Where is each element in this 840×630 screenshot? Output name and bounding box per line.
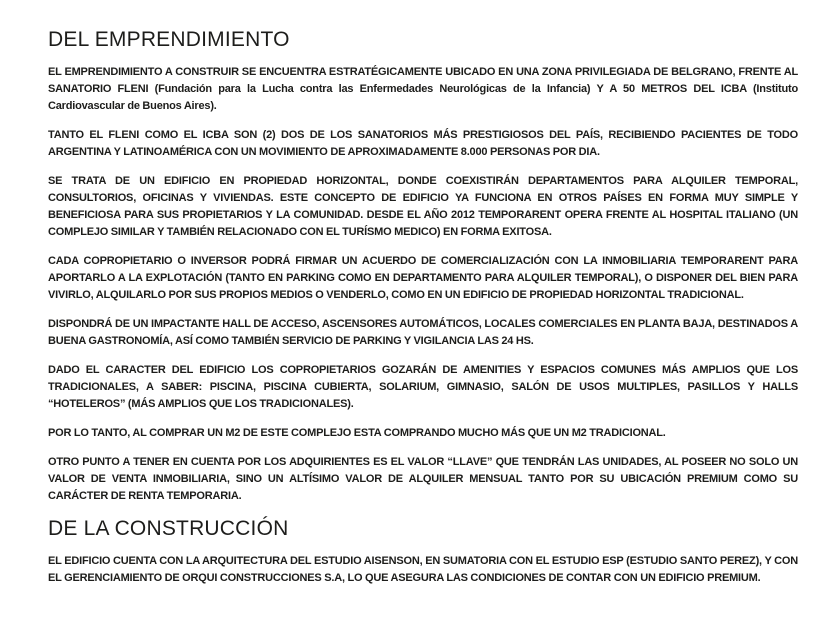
paragraph-sanatorios-prestigiosos: TANTO EL FLENI COMO EL ICBA SON (2) DOS DE LOS SANATORIOS MÁS PRESTIGIOSOS DEL PAÍS, RECIBIENDO PACIENTES DE TODO ARGENTINA Y LATINOAMÉRICA CON UN MOVIMIENTO DE APROXIMADAMENTE 8.000 PERSONAS POR DIA.	[48, 129, 798, 159]
paragraph-ubicacion: EL EMPRENDIMIENTO A CONSTRUIR SE ENCUENTRA ESTRATÉGICAMENTE UBICADO EN UNA ZONA PRIVILEGIADA DE BELGRANO, FRENTE AL SANATORIO FLENI (Fundación para la Lucha contra las Enfermedades Neurológicas de la Infancia) Y A 50 METROS DEL ICBA (Instituto Cardiovascular de Buenos Aires).	[48, 66, 798, 113]
paragraph-acuerdo-comercializacion: CADA COPROPIETARIO O INVERSOR PODRÁ FIRMAR UN ACUERDO DE COMERCIALIZACIÓN CON LA INMOBILIARIA TEMPORARENT PARA APORTARLO A LA EXPLOTACIÓN (TANTO EN PARKING COMO EN DEPARTAMENTO PARA ALQUILER TEMPORAL), O DISPONER DEL BIEN PARA VIVIRLO, ALQUILARLO POR SUS PROPIOS MEDIOS O VENDERLO, COMO EN UN EDIFICIO DE PROPIEDAD HORIZONTAL TRADICIONAL.	[48, 255, 798, 302]
paragraph-amenities: DADO EL CARACTER DEL EDIFICIO LOS COPROPIETARIOS GOZARÁN DE AMENITIES Y ESPACIOS COMUNES MÁS AMPLIOS QUE LOS TRADICIONALES, A SABER: PISCINA, PISCINA CUBIERTA, SOLARIUM, GIMNASIO, SALÓN DE USOS MULTIPLES, PASILLOS Y HALLS “HOTELEROS” (MÁS AMPLIOS QUE LOS TRADICIONALES).	[48, 364, 798, 411]
paragraph-valor-m2: POR LO TANTO, AL COMPRAR UN M2 DE ESTE COMPLEJO ESTA COMPRANDO MUCHO MÁS QUE UN M2 TRADICIONAL.	[48, 427, 666, 440]
section-heading-del-emprendimiento: DEL EMPRENDIMIENTO	[48, 28, 290, 51]
paragraph-propiedad-horizontal: SE TRATA DE UN EDIFICIO EN PROPIEDAD HORIZONTAL, DONDE COEXISTIRÁN DEPARTAMENTOS PARA ALQUILER TEMPORAL, CONSULTORIOS, OFICINAS Y VIVIENDAS. ESTE CONCEPTO DE EDIFICIO YA FUNCIONA EN OTROS PAÍSES EN FORMA MUY SIMPLE Y BENEFICIOSA PARA SUS PROPIETARIOS Y LA COMUNIDAD. DESDE EL AÑO 2012 TEMPORARENT OPERA FRENTE AL HOSPITAL ITALIANO (UN COMPLEJO SIMILAR Y TAMBIÉN RELACIONADO CON EL TURÍSMO MEDICO) EN FORMA EXITOSA.	[48, 175, 798, 239]
section-heading-de-la-construccion: DE LA CONSTRUCCIÓN	[48, 517, 289, 541]
paragraph-arquitectura: EL EDIFICIO CUENTA CON LA ARQUITECTURA DEL ESTUDIO AISENSON, EN SUMATORIA CON EL ESTUDIO ESP (ESTUDIO SANTO PEREZ), Y CON EL GERENCIAMIENTO DE ORQUI CONSTRUCCIONES S.A, LO QUE ASEGURA LAS CONDICIONES DE CONTAR CON UN EDIFICIO PREMIUM.	[48, 555, 798, 585]
paragraph-hall-de-acceso: DISPONDRÁ DE UN IMPACTANTE HALL DE ACCESO, ASCENSORES AUTOMÁTICOS, LOCALES COMERCIALES EN PLANTA BAJA, DESTINADOS A BUENA GASTRONOMÍA, ASÍ COMO TAMBIÉN SERVICIO DE PARKING Y VIGILANCIA LAS 24 HS.	[48, 318, 798, 348]
paragraph-valor-llave: OTRO PUNTO A TENER EN CUENTA POR LOS ADQUIRIENTES ES EL VALOR “LLAVE” QUE TENDRÁN LAS UNIDADES, AL POSEER NO SOLO UN VALOR DE VENTA INMOBILIARIA, SINO UN ALTÍSIMO VALOR DE ALQUILER MENSUAL TANTO POR SU UBICACIÓN PREMIUM COMO SU CARÁCTER DE RENTA TEMPORARIA.	[48, 456, 798, 503]
